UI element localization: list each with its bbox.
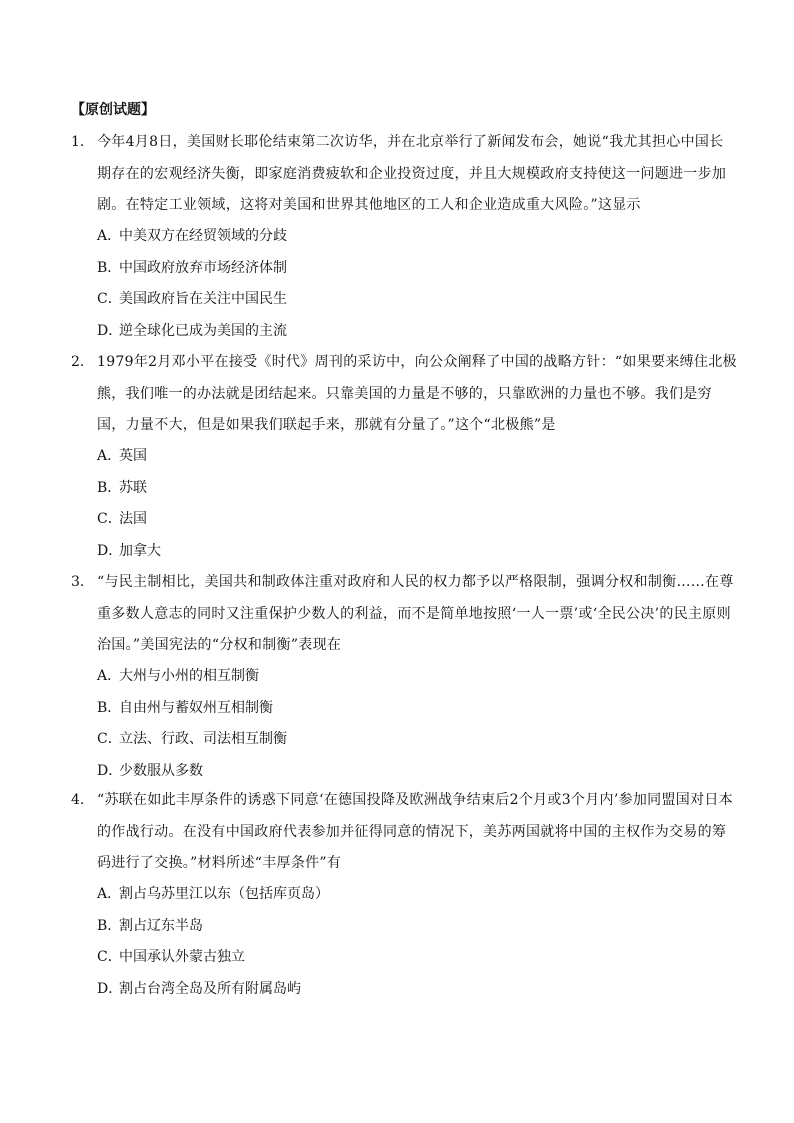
option-text: 大州与小州的相互制衡: [119, 668, 259, 684]
option-text: 加拿大: [119, 542, 161, 559]
option-text: 割占台湾全岛及所有附属岛屿: [119, 980, 301, 997]
option-text: 法国: [119, 511, 147, 527]
question-number: 4.: [71, 792, 85, 808]
option-c: [97, 942, 329, 974]
option-letter: A．: [97, 668, 122, 684]
option-b: [97, 911, 329, 943]
option-a: [97, 879, 329, 911]
question-number: 2.: [71, 354, 85, 370]
option-text: 立法、行政、司法相互制衡: [119, 731, 287, 747]
options-list: [97, 879, 329, 1005]
option-text: 中国承认外蒙古独立: [119, 949, 245, 965]
question-stem: “苏联在如此丰厚条件的诱惑下同意‘在德国投降及欧洲战争结束后2个月或3个月内’参加同盟国对日本的作战行动。在没有中国政府代表参加并征得同意的情况下，美苏两国就将中国的主权作为交易的筹码进行了交换。”材料所述“丰厚条件”有: [97, 792, 733, 871]
option-letter: A．: [97, 448, 122, 464]
option-d: [97, 536, 161, 568]
option-letter: A．: [97, 228, 122, 244]
option-a: [97, 221, 287, 253]
option-text: 割占乌苏里江以东（包括库页岛）: [119, 886, 329, 902]
option-letter: C．: [97, 511, 122, 527]
option-text: 美国政府旨在关注中国民生: [119, 291, 287, 307]
option-text: 逆全球化已成为美国的主流: [119, 322, 287, 339]
question-stem: 今年4月8日，美国财长耶伦结束第二次访华，并在北京举行了新闻发布会，她说“我尤其担心中国长期存在的宏观经济失衡，即家庭消费疲软和企业投资过度，并且大规模政府支持使这一问题进一步加剧。在特定工业领域，这将对美国和世界其他地区的工人和企业造成重大风险。”这显示: [97, 134, 727, 213]
option-text: 割占辽东半岛: [119, 917, 203, 934]
option-text: 苏联: [119, 479, 147, 496]
option-text: 英国: [119, 448, 147, 464]
option-b: [97, 473, 161, 505]
options-list: [97, 441, 161, 567]
option-a: [97, 661, 287, 693]
option-d: [97, 756, 287, 788]
option-letter: B．: [97, 699, 122, 716]
option-letter: B．: [97, 917, 122, 934]
options-list: [97, 221, 287, 347]
option-letter: C．: [97, 731, 122, 747]
option-a: [97, 441, 161, 473]
option-d: [97, 974, 329, 1006]
option-text: 中美双方在经贸领域的分歧: [119, 228, 287, 244]
option-letter: A．: [97, 886, 122, 902]
option-b: [97, 693, 287, 725]
option-letter: C．: [97, 949, 122, 965]
question-stem: 1979年2月邓小平在接受《时代》周刊的采访中，向公众阐释了中国的战略方针：“如果要来缚住北极熊，我们唯一的办法就是团结起来。只靠美国的力量是不够的，只靠欧洲的力量也不够。我们是穷国，力量不大，但是如果我们联起手来，那就有分量了。”这个“北极熊”是: [97, 354, 737, 433]
option-letter: C．: [97, 291, 122, 307]
option-c: [97, 284, 287, 316]
option-letter: D．: [97, 762, 123, 779]
option-letter: B．: [97, 259, 122, 276]
option-b: [97, 253, 287, 285]
option-c: [97, 724, 287, 756]
options-list: [97, 661, 287, 787]
option-text: 中国政府放弃市场经济体制: [119, 259, 287, 276]
option-text: 自由州与蓄奴州互相制衡: [119, 699, 273, 716]
section-title: 【原创试题】: [71, 102, 155, 118]
option-letter: D．: [97, 542, 123, 559]
option-letter: B．: [97, 479, 122, 496]
option-letter: D．: [97, 322, 123, 339]
question-stem: “与民主制相比，美国共和制政体注重对政府和人民的权力都予以严格限制，强调分权和制衡……在尊重多数人意志的同时又注重保护少数人的利益，而不是简单地按照‘一人一票’或‘全民公决’的民主原则治国。”美国宪法的“分权和制衡”表现在: [97, 574, 734, 653]
question-number: 1.: [71, 134, 85, 150]
option-c: [97, 504, 161, 536]
option-d: [97, 316, 287, 348]
question-number: 3.: [71, 574, 85, 590]
option-text: 少数服从多数: [119, 762, 203, 779]
option-letter: D．: [97, 980, 123, 997]
